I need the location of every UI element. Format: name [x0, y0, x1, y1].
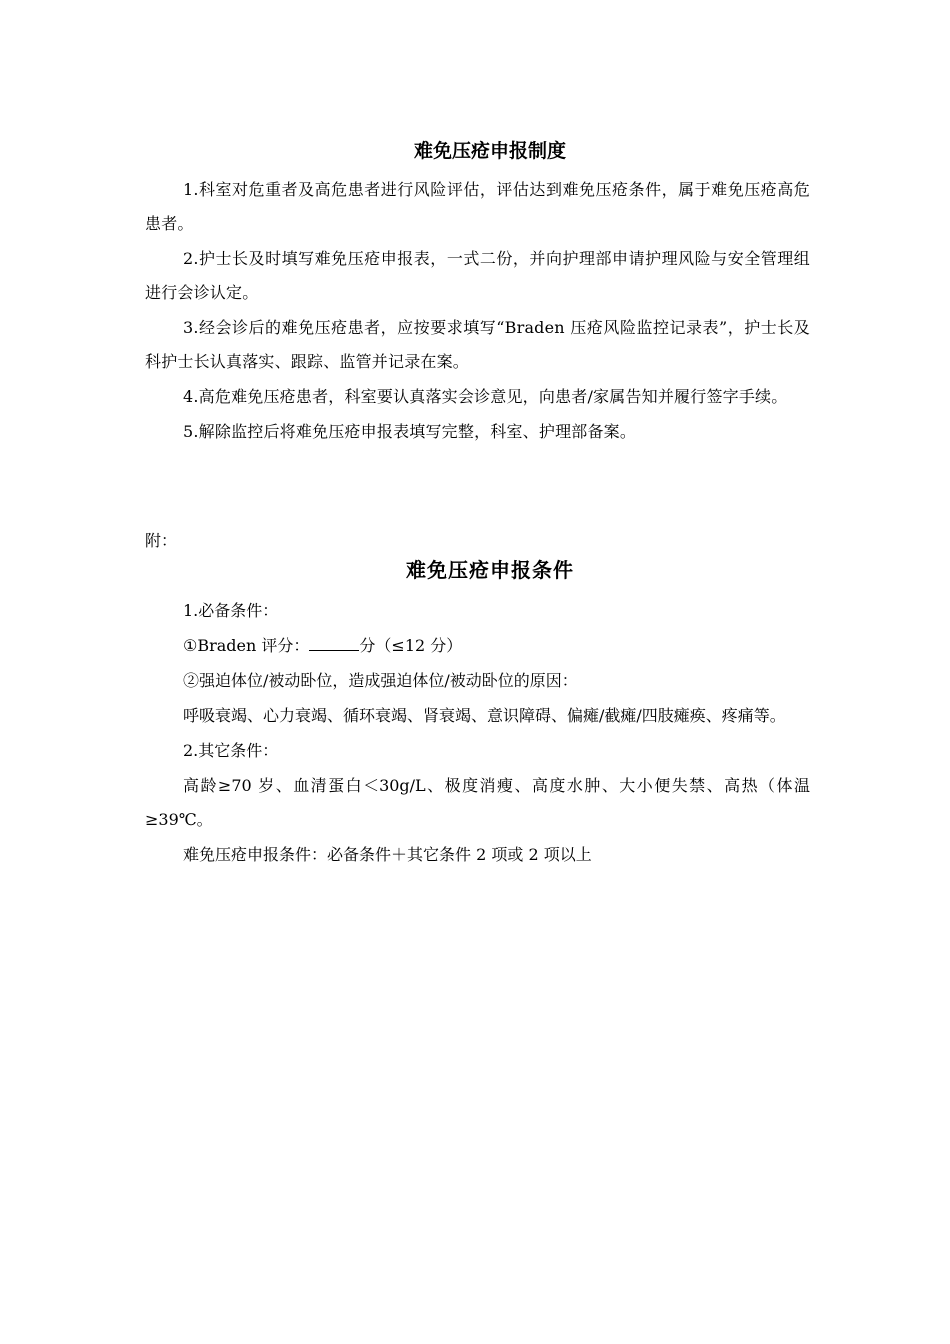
attachment-label: 附：: [145, 531, 178, 550]
braden-prefix: ①Braden 评分：: [183, 636, 310, 655]
rules-list: [145, 173, 810, 450]
conditions-title: 难免压疮申报条件: [406, 558, 574, 582]
forced-position-line: ②强迫体位/被动卧位，造成强迫体位/被动卧位的原因：: [183, 671, 578, 690]
summary-line: 难免压疮申报条件：必备条件＋其它条件 2 项或 2 项以上: [183, 845, 592, 864]
document-title: 难免压疮申报制度: [413, 140, 566, 162]
rule-item: 2.护士长及时填写难免压疮申报表，一式二份，并向护理部申请护理风险与安全管理组进行会诊认定。: [145, 249, 810, 302]
rule-item: 3.经会诊后的难免压疮患者，应按要求填写“Braden 压疮风险监控记录表”，护士长及科护士长认真落实、跟踪、监管并记录在案。: [145, 318, 810, 371]
other-heading: 2.其它条件：: [183, 741, 279, 760]
conditions-section: [145, 594, 810, 873]
rule-item: 5.解除监控后将难免压疮申报表填写完整，科室、护理部备案。: [183, 422, 637, 441]
rule-item: 1.科室对危重者及高危患者进行风险评估，评估达到难免压疮条件，属于难免压疮高危患者。: [145, 180, 810, 233]
rule-item: 4.高危难免压疮患者，科室要认真落实会诊意见，向患者/家属告知并履行签字手续。: [183, 387, 788, 406]
braden-score-line: [145, 629, 810, 663]
required-heading: 1.必备条件：: [183, 601, 279, 620]
braden-score-blank: [309, 636, 359, 651]
braden-suffix: 分（≤12 分）: [359, 636, 463, 655]
other-items-line: 高龄≥70 岁、血清蛋白＜30g/L、极度消瘦、高度水肿、大小便失禁、高热（体温≥39℃。: [145, 776, 810, 829]
causes-line: 呼吸衰竭、心力衰竭、循环衰竭、肾衰竭、意识障碍、偏瘫/截瘫/四肢瘫痪、疼痛等。: [183, 706, 786, 725]
